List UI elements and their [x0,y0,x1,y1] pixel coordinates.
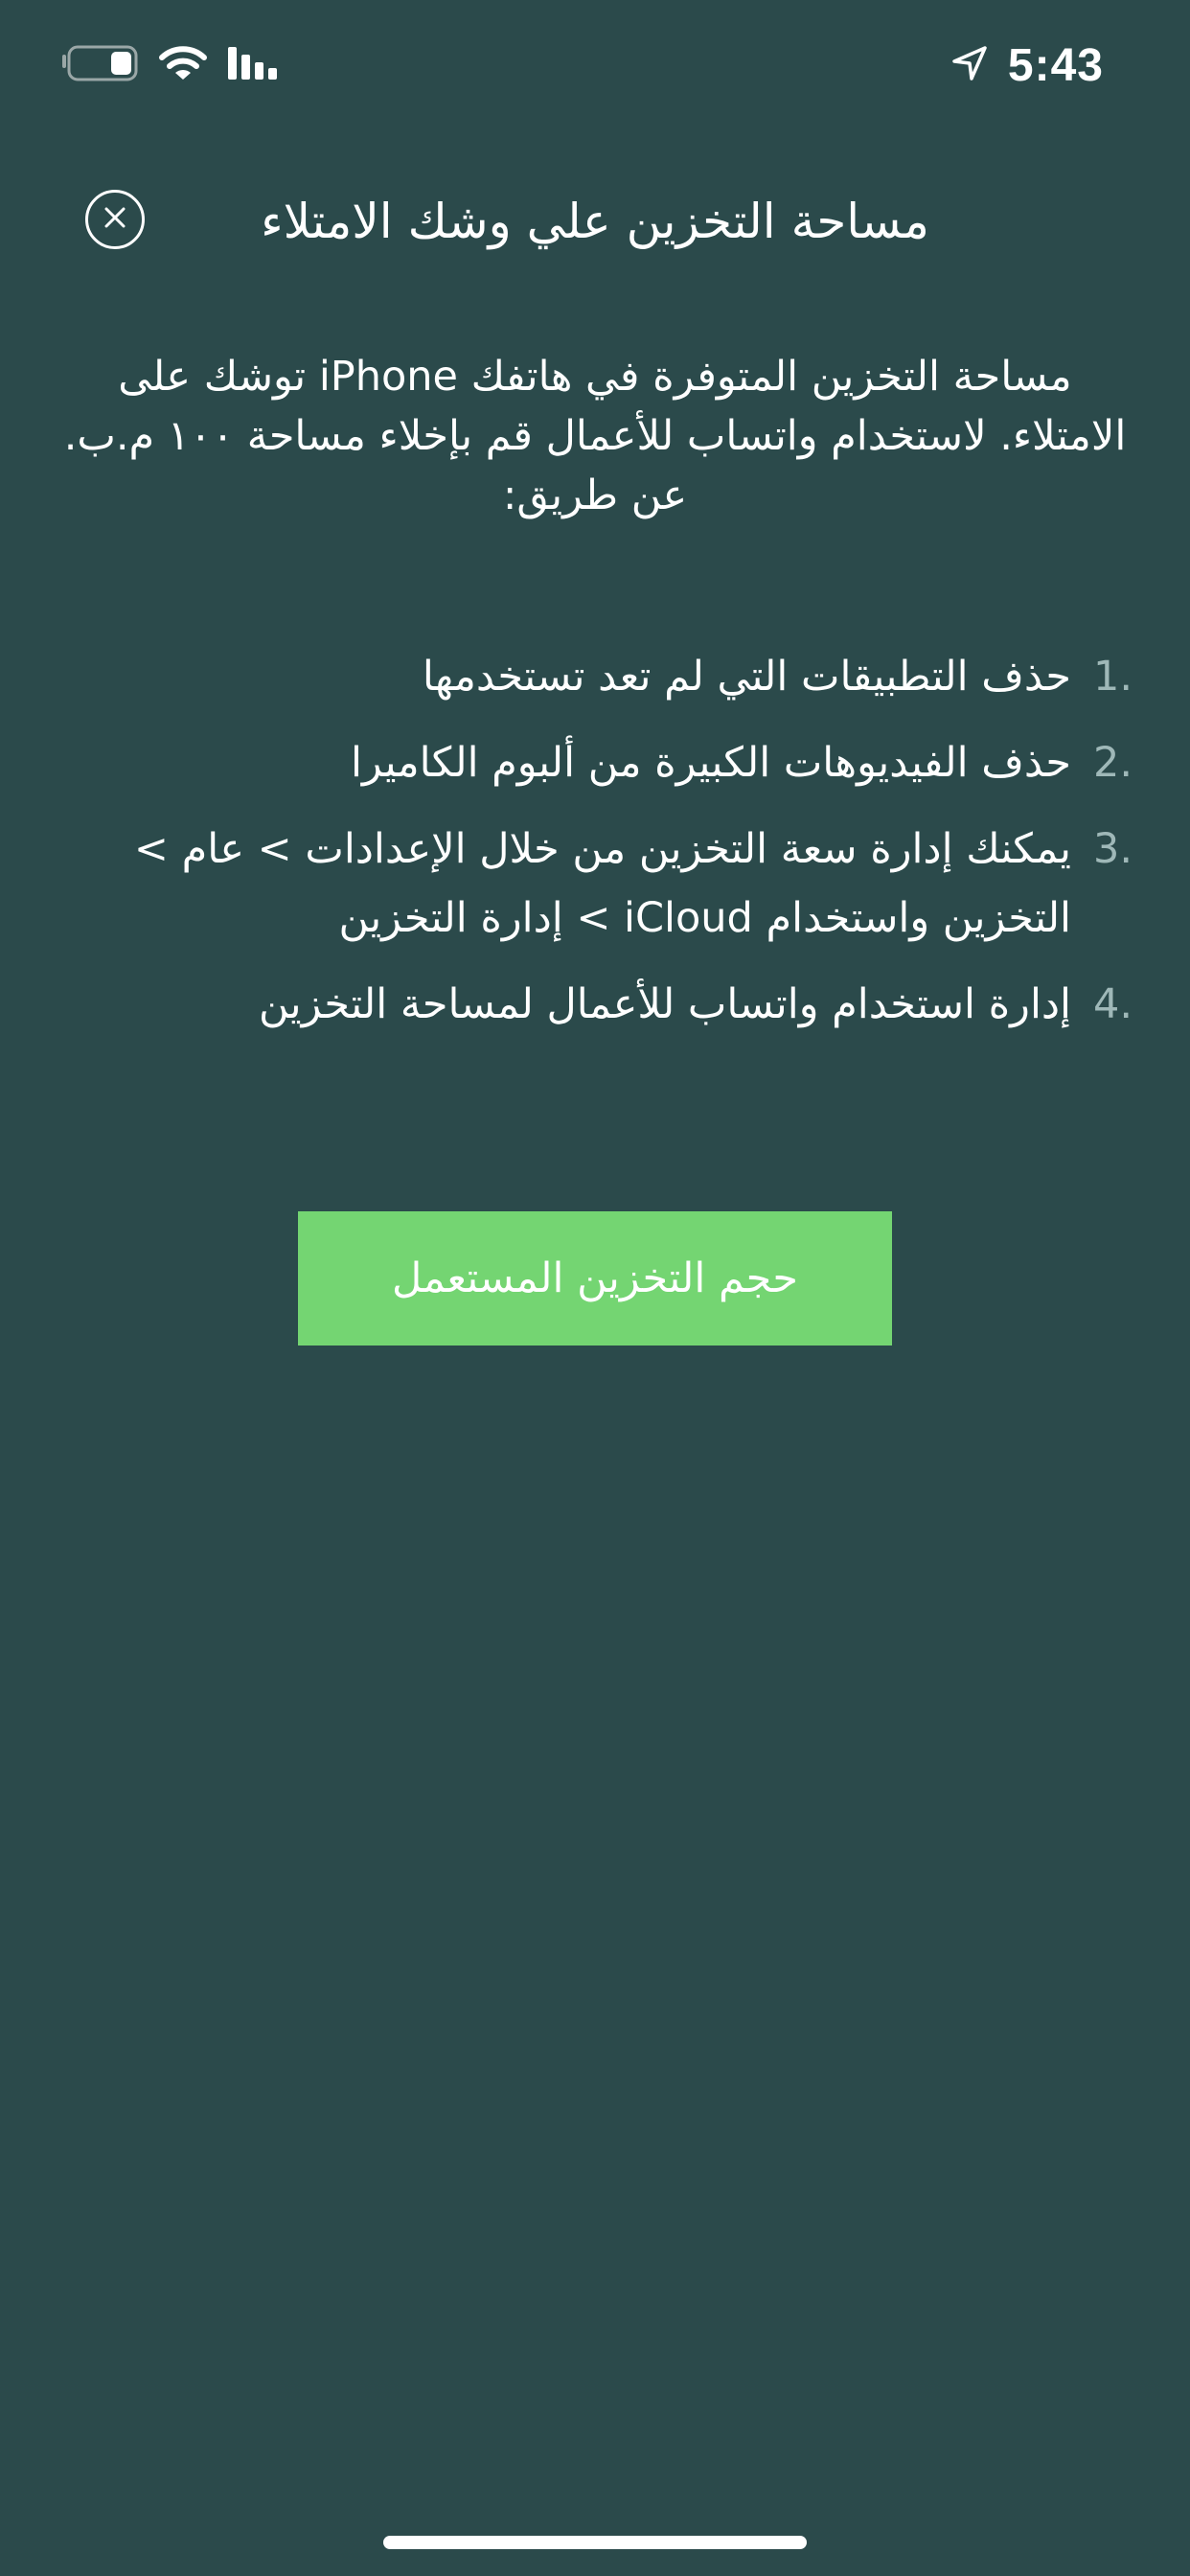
step-text: يمكنك إدارة سعة التخزين من خلال الإعدادات > عام > التخزين واستخدام iCloud > إدارة التخزين [133,825,1071,942]
list-item [57,728,1133,797]
cellular-signal-icon [228,47,282,83]
step-number: 2. [1092,739,1133,787]
location-arrow-icon [952,46,987,84]
intro-text: مساحة التخزين المتوفرة في هاتفك iPhone توشك على الامتلاء. لاستخدام واتساب للأعمال قم بإخلاء مساحة ١٠٠ م.ب. عن طريق: [63,353,1127,519]
header [0,182,1190,268]
step-number: 4. [1092,980,1133,1028]
home-indicator[interactable] [383,2536,807,2549]
step-text: إدارة استخدام واتساب للأعمال لمساحة التخزين [258,980,1071,1028]
list-item [57,642,1133,711]
status-indicators [61,42,282,88]
status-time-area [952,29,1104,102]
clock-time: 5:43 [1007,39,1104,91]
step-text: حذف التطبيقات التي لم تعد تستخدمها [422,653,1071,701]
step-number: 1. [1092,653,1133,701]
step-text: حذف الفيديوهات الكبيرة من ألبوم الكاميرا [350,739,1071,787]
storage-usage-button[interactable]: حجم التخزين المستعمل [298,1211,892,1346]
battery-icon [61,44,138,86]
list-item [57,970,1133,1039]
close-button[interactable] [85,190,145,249]
close-icon [102,204,128,235]
page-title: مساحة التخزين علي وشك الامتلاء [261,194,929,249]
steps-list [57,642,1133,1056]
list-item [57,815,1133,953]
wifi-icon [159,45,207,85]
step-number: 3. [1092,825,1133,873]
message-content [57,347,1133,1028]
status-bar [0,0,1190,134]
